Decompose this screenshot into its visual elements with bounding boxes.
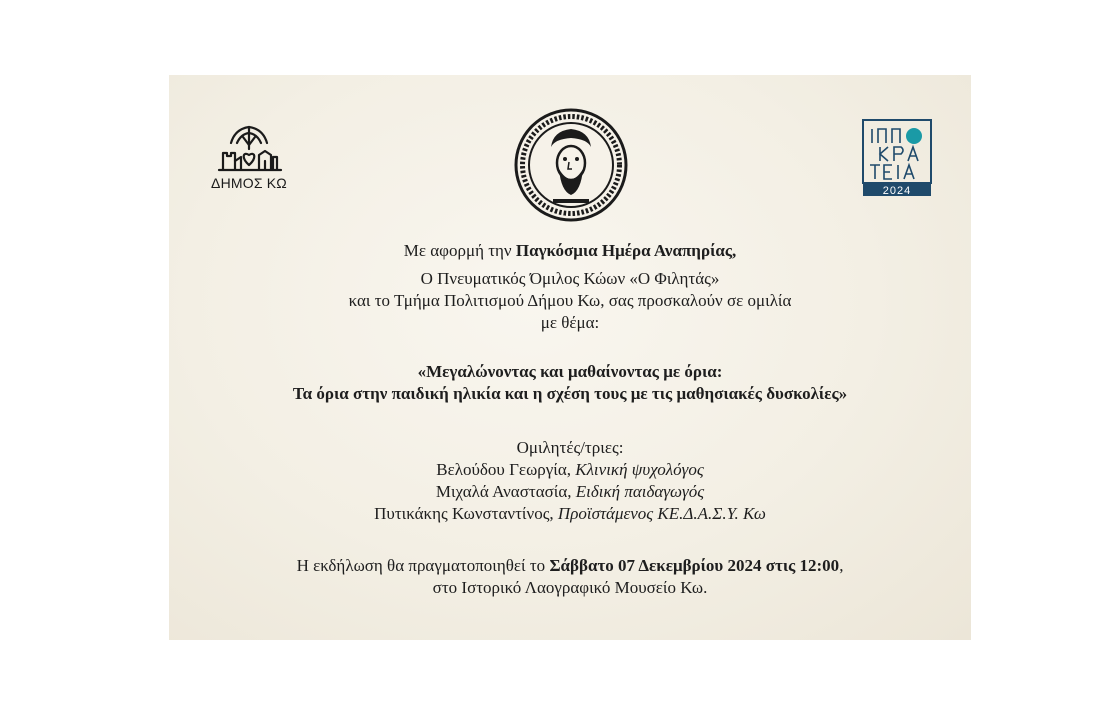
speaker-role: Κλινική ψυχολόγος — [575, 460, 704, 479]
intro-prefix: Με αφορμή την — [403, 241, 516, 260]
topic-subtitle: Τα όρια στην παιδική ηλικία και η σχέση τους με τις μαθησιακές δυσκολίες» — [292, 384, 848, 403]
invite-section — [169, 268, 971, 334]
municipality-kos-emblem-icon — [205, 123, 293, 175]
invite-line: με θέμα: — [540, 313, 600, 332]
event-datetime-line — [169, 555, 971, 577]
speaker-role: Ειδική παιδαγωγός — [575, 482, 705, 501]
invite-line: Ο Πνευματικός Όμιλος Κώων «Ο Φιλητάς» — [420, 269, 720, 288]
speaker-item — [169, 481, 971, 503]
invite-line: και το Τμήμα Πολιτισμού Δήμου Κω, σας προσκαλούν σε ομιλία — [348, 291, 792, 310]
invitation-card — [169, 75, 971, 640]
event-suffix: , — [839, 556, 844, 575]
intro-section — [169, 240, 971, 262]
speakers-heading: Ομιλητές/τριες: — [516, 438, 624, 457]
speaker-name: Βελούδου Γεωργία, — [436, 460, 576, 479]
municipality-caption: ΔΗΜΟΣ ΚΩ — [211, 175, 287, 191]
intro-line — [169, 240, 971, 262]
ippokrateia-year: 2024 — [882, 185, 912, 197]
speaker-role: Προϊστάμενος ΚΕ.Δ.Α.Σ.Υ. Κω — [557, 504, 766, 523]
event-datetime: Σάββατο 07 Δεκεμβρίου 2024 στις 12:00 — [549, 556, 840, 575]
intro-highlight: Παγκόσμια Ημέρα Αναπηρίας, — [515, 241, 737, 260]
ippokrateia-graphic-icon — [862, 119, 932, 197]
event-prefix: Η εκδήλωση θα πραγματοποιηθεί το — [296, 556, 550, 575]
filitas-cultural-club-seal-icon — [513, 107, 629, 223]
speaker-item — [169, 459, 971, 481]
topic-section — [169, 361, 971, 405]
event-section — [169, 555, 971, 599]
municipality-kos-logo-icon — [205, 123, 293, 197]
speakers-section — [169, 437, 971, 525]
speaker-name: Πυτικάκης Κωνσταντίνος, — [374, 504, 558, 523]
speaker-name: Μιχαλά Αναστασία, — [435, 482, 576, 501]
filitas-seal-graphic-icon — [513, 107, 629, 223]
topic-title: «Μεγαλώνοντας και μαθαίνοντας με όρια: — [417, 362, 723, 381]
event-venue: στο Ιστορικό Λαογραφικό Μουσείο Κω. — [432, 578, 708, 597]
speaker-item — [169, 503, 971, 525]
ippokrateia-2024-logo-icon — [862, 119, 932, 197]
